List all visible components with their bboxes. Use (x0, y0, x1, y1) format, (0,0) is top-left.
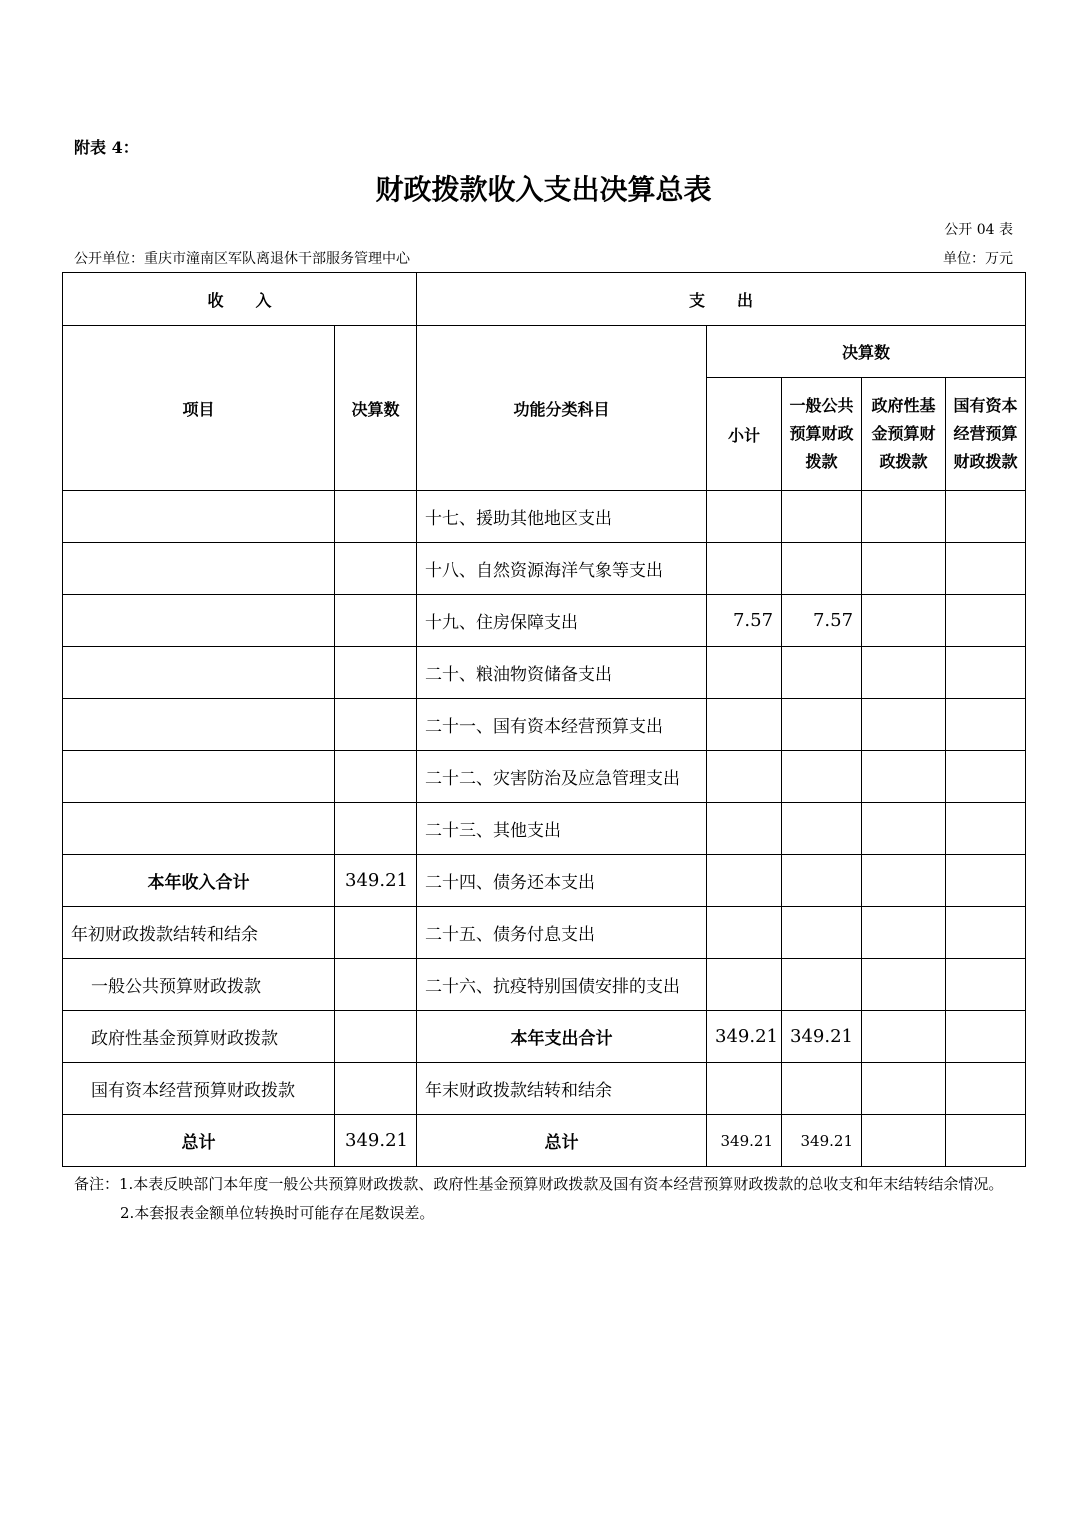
currency-unit: 单位：万元 (943, 251, 1013, 267)
income-item-cell (63, 491, 335, 543)
table-row (63, 1115, 1026, 1167)
subtotal-cell (707, 699, 782, 751)
income-amount-cell (335, 803, 417, 855)
expense-item-cell: 二十六、抗疫特别国债安排的支出 (417, 959, 707, 1011)
subtotal-cell: 349.21 (707, 1011, 782, 1063)
subtotal-cell (707, 907, 782, 959)
note-2: 2.本套报表金额单位转换时可能存在尾数误差。 (120, 1204, 435, 1222)
subtotal-cell (707, 751, 782, 803)
expense-item-cell: 年末财政拨款结转和结余 (417, 1063, 707, 1115)
general-budget-cell (782, 751, 862, 803)
table-row (63, 907, 1026, 959)
general-budget-cell: 349.21 (782, 1011, 862, 1063)
income-item-cell (63, 595, 335, 647)
income-item-cell (63, 543, 335, 595)
function-header: 功能分类科目 (417, 326, 707, 491)
general-budget-cell (782, 491, 862, 543)
page-title: 财政拨款收入支出决算总表 (375, 173, 712, 206)
state-capital-cell (946, 1115, 1026, 1167)
table-row (63, 803, 1026, 855)
table-row (63, 959, 1026, 1011)
state-capital-cell (946, 699, 1026, 751)
income-amount-cell (335, 699, 417, 751)
item-header: 项目 (63, 326, 335, 491)
expense-item-cell: 本年支出合计 (417, 1011, 707, 1063)
subtotal-cell (707, 647, 782, 699)
fund-budget-cell (862, 907, 946, 959)
table-row (63, 1063, 1026, 1115)
expense-item-cell: 二十三、其他支出 (417, 803, 707, 855)
expense-header: 支 出 (417, 273, 1026, 326)
state-capital-cell (946, 1063, 1026, 1115)
table-row (63, 491, 1026, 543)
income-amount-cell (335, 751, 417, 803)
expense-item-cell: 二十一、国有资本经营预算支出 (417, 699, 707, 751)
reporting-organization: 公开单位：重庆市潼南区军队离退休干部服务管理中心 (74, 251, 410, 267)
table-row (63, 855, 1026, 907)
expense-item-cell: 十九、住房保障支出 (417, 595, 707, 647)
state-capital-cell (946, 751, 1026, 803)
fund-budget-cell (862, 699, 946, 751)
income-item-cell (63, 699, 335, 751)
income-amount-cell (335, 1011, 417, 1063)
expense-item-cell: 十八、自然资源海洋气象等支出 (417, 543, 707, 595)
income-item-cell: 本年收入合计 (63, 855, 335, 907)
attachment-label: 附表 4： (74, 138, 139, 157)
income-amount-cell (335, 647, 417, 699)
fund-budget-cell (862, 543, 946, 595)
fund-budget-cell (862, 751, 946, 803)
income-amount-cell (335, 543, 417, 595)
income-item-cell (63, 803, 335, 855)
state-capital-cell (946, 959, 1026, 1011)
income-item-cell: 政府性基金预算财政拨款 (63, 1011, 335, 1063)
state-capital-cell (946, 907, 1026, 959)
form-number: 公开 04 表 (944, 222, 1013, 238)
general-budget-cell (782, 543, 862, 595)
general-budget-cell (782, 803, 862, 855)
expense-item-cell: 二十二、灾害防治及应急管理支出 (417, 751, 707, 803)
subtotal-cell (707, 1063, 782, 1115)
income-item-cell: 一般公共预算财政拨款 (63, 959, 335, 1011)
notes (74, 1170, 1019, 1228)
income-amount-cell (335, 491, 417, 543)
income-amount-cell (335, 1063, 417, 1115)
general-budget-cell (782, 699, 862, 751)
fund-budget-cell (862, 855, 946, 907)
income-item-cell: 总计 (63, 1115, 335, 1167)
state-capital-cell (946, 1011, 1026, 1063)
fund-budget-cell (862, 491, 946, 543)
income-item-cell: 年初财政拨款结转和结余 (63, 907, 335, 959)
subtotal-cell (707, 803, 782, 855)
income-amount-cell (335, 959, 417, 1011)
general-budget-cell (782, 647, 862, 699)
state-capital-cell (946, 803, 1026, 855)
state-capital-cell (946, 647, 1026, 699)
state-capital-cell (946, 595, 1026, 647)
fiscal-table (62, 272, 1026, 1167)
expense-item-cell: 二十、粮油物资储备支出 (417, 647, 707, 699)
table-row (63, 1011, 1026, 1063)
income-amount-cell: 349.21 (335, 1115, 417, 1167)
fund-budget-cell (862, 1063, 946, 1115)
expense-item-cell: 十七、援助其他地区支出 (417, 491, 707, 543)
fund-budget-cell (862, 1011, 946, 1063)
expense-item-cell: 二十五、债务付息支出 (417, 907, 707, 959)
note-1: 备注：1.本表反映部门本年度一般公共预算财政拨款、政府性基金预算财政拨款及国有资本经营预算财政拨款的总收支和年末结转结余情况。 (74, 1175, 1004, 1193)
subtotal-cell: 7.57 (707, 595, 782, 647)
fund-budget-cell (862, 803, 946, 855)
state-capital-cell (946, 491, 1026, 543)
subtotal-cell (707, 543, 782, 595)
table-row (63, 595, 1026, 647)
fund-budget-header: 政府性基金预算财政拨款 (862, 378, 946, 491)
general-budget-cell (782, 1063, 862, 1115)
expense-item-cell: 二十四、债务还本支出 (417, 855, 707, 907)
income-amount-cell (335, 595, 417, 647)
state-capital-cell (946, 855, 1026, 907)
final-header: 决算数 (707, 326, 1026, 378)
general-budget-cell (782, 959, 862, 1011)
fund-budget-cell (862, 595, 946, 647)
subtotal-cell (707, 959, 782, 1011)
general-budget-cell: 349.21 (782, 1115, 862, 1167)
state-capital-cell (946, 543, 1026, 595)
table-row (63, 699, 1026, 751)
subtotal-cell (707, 855, 782, 907)
table-row (63, 543, 1026, 595)
income-item-cell (63, 751, 335, 803)
subtotal-cell (707, 491, 782, 543)
amount-header: 决算数 (335, 326, 417, 491)
fund-budget-cell (862, 1115, 946, 1167)
income-item-cell: 国有资本经营预算财政拨款 (63, 1063, 335, 1115)
state-capital-header: 国有资本经营预算财政拨款 (946, 378, 1026, 491)
general-budget-cell (782, 855, 862, 907)
general-budget-cell (782, 907, 862, 959)
income-header: 收 入 (63, 273, 417, 326)
general-budget-header: 一般公共预算财政拨款 (782, 378, 862, 491)
income-item-cell (63, 647, 335, 699)
subtotal-header: 小计 (707, 378, 782, 491)
table-row (63, 751, 1026, 803)
fund-budget-cell (862, 959, 946, 1011)
subtotal-cell: 349.21 (707, 1115, 782, 1167)
income-amount-cell (335, 907, 417, 959)
general-budget-cell: 7.57 (782, 595, 862, 647)
table-row (63, 647, 1026, 699)
income-amount-cell: 349.21 (335, 855, 417, 907)
expense-item-cell: 总计 (417, 1115, 707, 1167)
fund-budget-cell (862, 647, 946, 699)
